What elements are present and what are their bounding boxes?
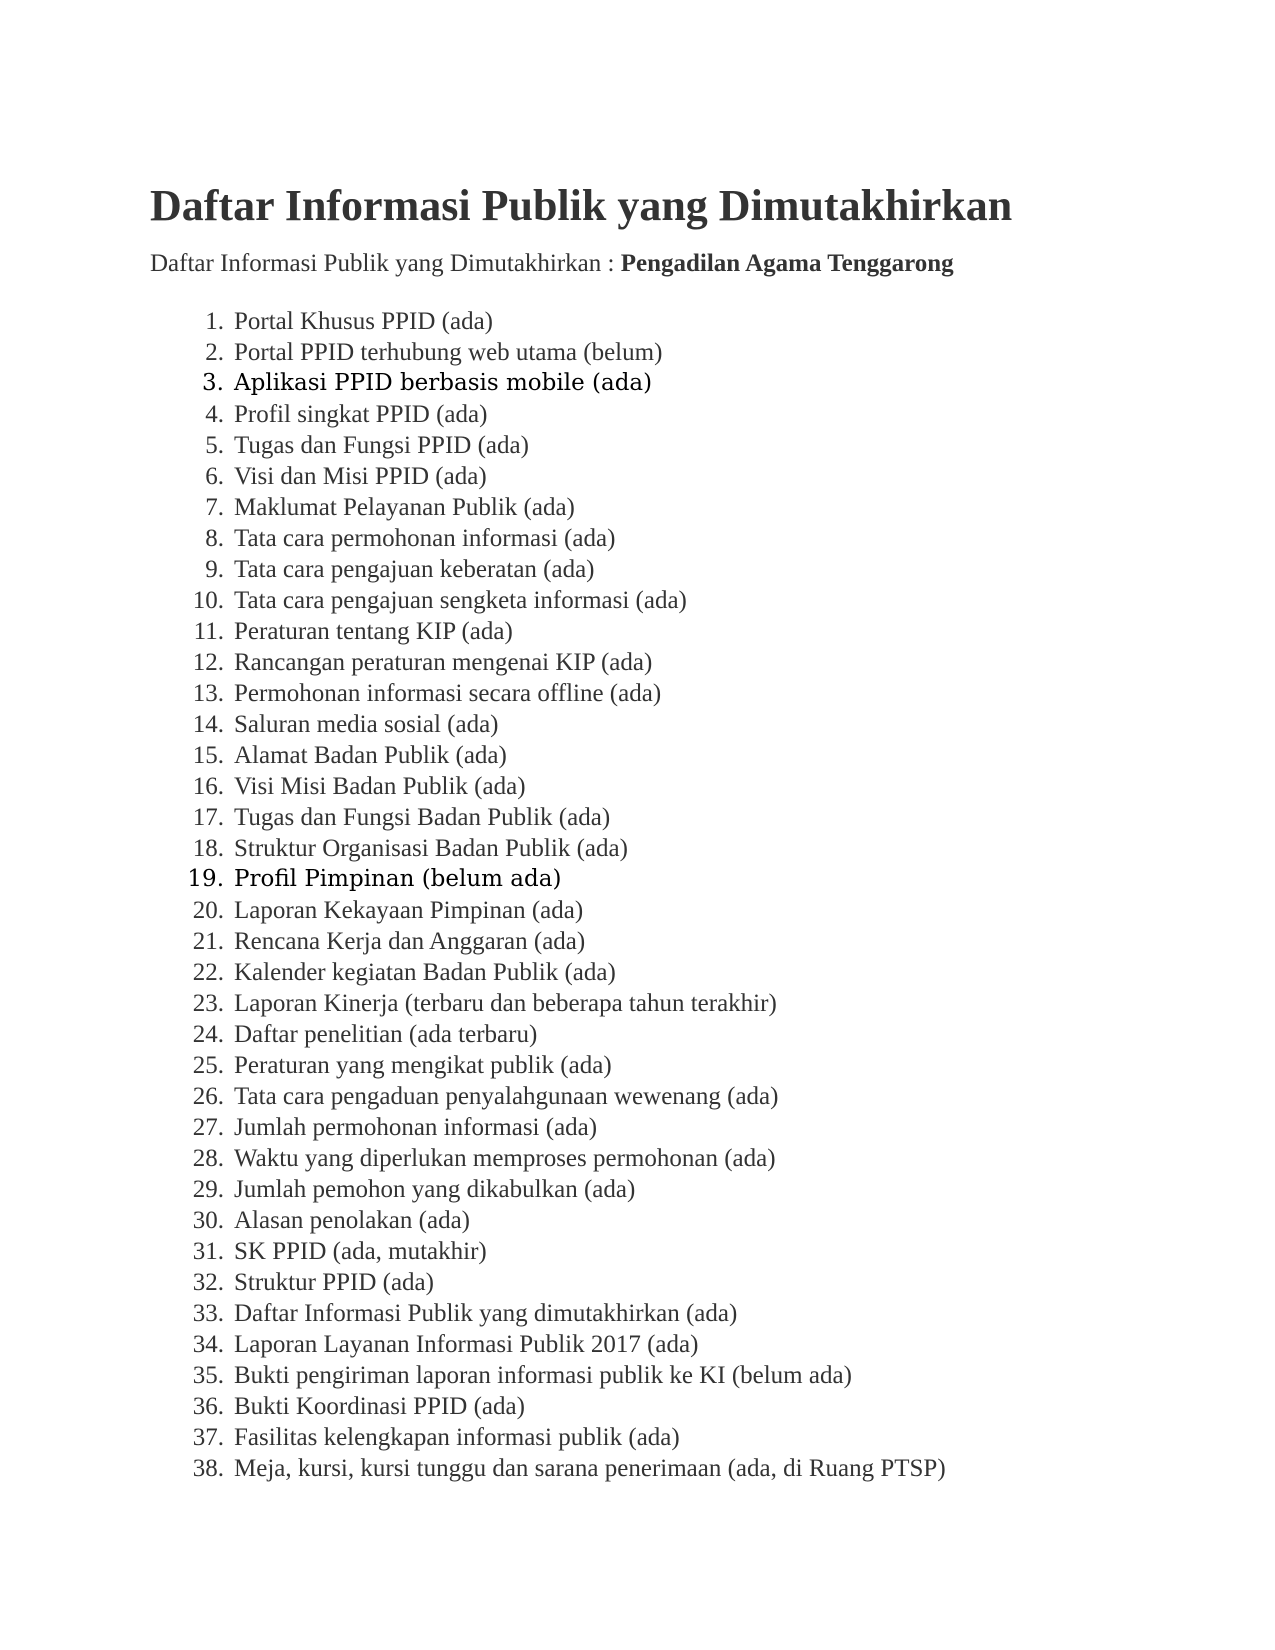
- list-item: [150, 988, 946, 1019]
- list-item: [150, 709, 946, 740]
- list-item-number: 38.: [192, 1455, 224, 1482]
- list-item-number: 24.: [192, 1021, 224, 1048]
- list-item-number: 37.: [192, 1424, 224, 1451]
- list-item-text: Tugas dan Fungsi PPID (ada): [234, 432, 529, 459]
- list-item-text: Portal Khusus PPID (ada): [234, 308, 494, 335]
- list-item: [150, 1112, 946, 1143]
- list-item-text: Portal PPID terhubung web utama (belum): [234, 339, 663, 366]
- list-item: [150, 771, 946, 802]
- list-item-number: 26.: [192, 1083, 224, 1110]
- list-item: [150, 306, 946, 337]
- list-item-text: Laporan Layanan Informasi Publik 2017 (ada): [234, 1331, 699, 1358]
- list-item-number: 35.: [192, 1362, 224, 1389]
- list-item-number: 29.: [192, 1176, 224, 1203]
- list-item: [150, 833, 946, 864]
- subtitle-organization: Pengadilan Agama Tenggarong: [620, 250, 954, 277]
- list-item-number: 8.: [205, 525, 224, 552]
- list-item-number: 23.: [192, 990, 224, 1017]
- list-item-number: 32.: [192, 1269, 224, 1296]
- list-item-text: Rencana Kerja dan Anggaran (ada): [234, 928, 586, 955]
- list-item: [150, 585, 946, 616]
- list-item-text: Waktu yang diperlukan memproses permohonan (ada): [234, 1145, 776, 1172]
- list-item-number: 33.: [192, 1300, 224, 1327]
- list-item-text: Jumlah pemohon yang dikabulkan (ada): [234, 1176, 636, 1203]
- list-item-number: 21.: [192, 928, 224, 955]
- list-item-text: Fasilitas kelengkapan informasi publik (ada): [234, 1424, 680, 1451]
- list-item-text: Tugas dan Fungsi Badan Publik (ada): [234, 804, 611, 831]
- list-item-text: SK PPID (ada, mutakhir): [234, 1238, 487, 1265]
- list-item: [150, 1391, 946, 1422]
- list-item-number: 25.: [192, 1052, 224, 1079]
- list-item: [150, 337, 946, 368]
- list-item-text: Saluran media sosial (ada): [234, 711, 499, 738]
- list-item-text: Tata cara pengaduan penyalahgunaan wewenang (ada): [234, 1083, 779, 1110]
- list-item-text: Profil singkat PPID (ada): [234, 401, 488, 428]
- list-item-text: Laporan Kinerja (terbaru dan beberapa tahun terakhir): [234, 990, 777, 1017]
- list-item: [150, 1236, 946, 1267]
- list-item-text: Alamat Badan Publik (ada): [234, 742, 507, 769]
- list-item-text: Daftar Informasi Publik yang dimutakhirkan (ada): [234, 1300, 738, 1327]
- list-item-number: 27.: [192, 1114, 224, 1141]
- list-item: [150, 554, 946, 585]
- list-item: [150, 1453, 946, 1484]
- list-item: [150, 895, 946, 926]
- list-item: [150, 1422, 946, 1453]
- list-item-text: Meja, kursi, kursi tunggu dan sarana penerimaan (ada, di Ruang PTSP): [234, 1455, 946, 1482]
- list-item-text: Profil Pimpinan (belum ada): [234, 866, 562, 892]
- list-item-number: 18.: [192, 835, 224, 862]
- list-item-number: 30.: [192, 1207, 224, 1234]
- list-item: [150, 802, 946, 833]
- list-item: [150, 678, 946, 709]
- list-item: [150, 1298, 946, 1329]
- list-item: [150, 368, 946, 399]
- list-item-text: Tata cara pengajuan sengketa informasi (ada): [234, 587, 687, 614]
- list-item-text: Laporan Kekayaan Pimpinan (ada): [234, 897, 584, 924]
- list-item-number: 14.: [192, 711, 224, 738]
- list-item-text: Daftar penelitian (ada terbaru): [234, 1021, 538, 1048]
- list-item-text: Visi Misi Badan Publik (ada): [234, 773, 526, 800]
- list-item-number: 17.: [192, 804, 224, 831]
- list-item: [150, 399, 946, 430]
- list-item-number: 2.: [205, 339, 224, 366]
- list-item-number: 28.: [192, 1145, 224, 1172]
- list-item: [150, 647, 946, 678]
- page-title: Daftar Informasi Publik yang Dimutakhirkan: [150, 181, 1013, 230]
- list-item-text: Struktur Organisasi Badan Publik (ada): [234, 835, 628, 862]
- list-item: [150, 492, 946, 523]
- list-item-text: Maklumat Pelayanan Publik (ada): [234, 494, 575, 521]
- list-item-text: Bukti pengiriman laporan informasi publik ke KI (belum ada): [234, 1362, 852, 1389]
- subtitle-prefix: Daftar Informasi Publik yang Dimutakhirkan :: [150, 250, 621, 277]
- list-item-number: 22.: [192, 959, 224, 986]
- list-item: [150, 461, 946, 492]
- list-item-number: 12.: [192, 649, 224, 676]
- list-item-number: 9.: [205, 556, 224, 583]
- list-item: [150, 523, 946, 554]
- list-item-number: 4.: [205, 401, 224, 428]
- page-subtitle: [150, 248, 954, 280]
- list-item: [150, 864, 946, 895]
- list-item-number: 6.: [205, 463, 224, 490]
- list-item-text: Peraturan tentang KIP (ada): [234, 618, 513, 645]
- list-item: [150, 1267, 946, 1298]
- list-item: [150, 957, 946, 988]
- list-item: [150, 616, 946, 647]
- list-item: [150, 1081, 946, 1112]
- list-item: [150, 1050, 946, 1081]
- list-item: [150, 1205, 946, 1236]
- list-item-number: 13.: [192, 680, 224, 707]
- list-item-number: 10.: [192, 587, 224, 614]
- list-item-text: Jumlah permohonan informasi (ada): [234, 1114, 598, 1141]
- list-item: [150, 1360, 946, 1391]
- list-item: [150, 1019, 946, 1050]
- list-item-number: 20.: [192, 897, 224, 924]
- list-item: [150, 430, 946, 461]
- list-item-text: Permohonan informasi secara offline (ada): [234, 680, 662, 707]
- list-item-text: Peraturan yang mengikat publik (ada): [234, 1052, 612, 1079]
- list-item-number: 19.: [187, 866, 224, 892]
- list-item-text: Tata cara pengajuan keberatan (ada): [234, 556, 595, 583]
- list-item-text: Tata cara permohonan informasi (ada): [234, 525, 616, 552]
- list-item-number: 31.: [192, 1238, 224, 1265]
- list-item-number: 15.: [192, 742, 224, 769]
- list-item: [150, 740, 946, 771]
- list-item-number: 36.: [192, 1393, 224, 1420]
- list-item-text: Alasan penolakan (ada): [234, 1207, 470, 1234]
- list-item-number: 1.: [205, 308, 224, 335]
- list-item-number: 3.: [202, 370, 224, 396]
- list-item-number: 7.: [205, 494, 224, 521]
- list-item-text: Struktur PPID (ada): [234, 1269, 434, 1296]
- list-item-number: 34.: [192, 1331, 224, 1358]
- list-item-text: Rancangan peraturan mengenai KIP (ada): [234, 649, 653, 676]
- list-item-text: Bukti Koordinasi PPID (ada): [234, 1393, 525, 1420]
- list-item: [150, 1143, 946, 1174]
- list-item-number: 16.: [192, 773, 224, 800]
- list-item: [150, 1329, 946, 1360]
- list-item-number: 11.: [193, 618, 224, 645]
- list-item-text: Visi dan Misi PPID (ada): [234, 463, 487, 490]
- list-item: [150, 1174, 946, 1205]
- information-list: [150, 306, 946, 1484]
- list-item-text: Aplikasi PPID berbasis mobile (ada): [234, 370, 653, 396]
- list-item-text: Kalender kegiatan Badan Publik (ada): [234, 959, 616, 986]
- list-item-number: 5.: [205, 432, 224, 459]
- list-item: [150, 926, 946, 957]
